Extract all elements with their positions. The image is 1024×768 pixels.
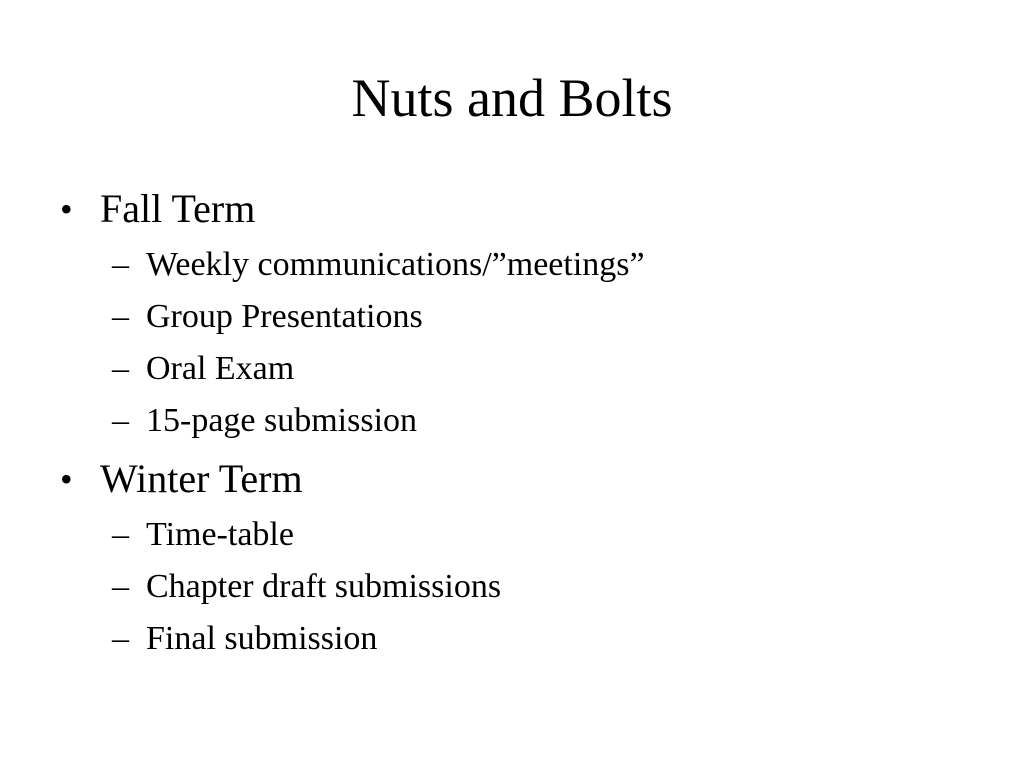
dash-icon: – [112,620,129,657]
dash-icon: – [112,516,129,553]
dash-icon: – [112,298,129,335]
list-item [112,515,294,555]
list-item-text: Chapter draft submissions [146,568,502,605]
section-heading-winter-term [60,455,303,503]
list-item [112,245,645,285]
list-item [112,619,377,659]
list-item-text: Group Presentations [146,298,423,335]
list-item-text: 15-page submission [146,402,418,439]
bullet-icon: • [60,459,73,499]
dash-icon: – [112,402,129,439]
dash-icon: – [112,568,129,605]
list-item-text: Final submission [146,620,378,657]
list-item [112,297,423,337]
list-item [112,567,501,607]
section-heading-label: Winter Term [100,456,303,501]
bullet-icon: • [60,189,73,229]
list-item-text: Oral Exam [146,350,295,387]
list-item [112,349,294,389]
list-item [112,401,417,441]
slide-title: Nuts and Bolts [351,68,673,128]
section-heading-fall-term [60,185,255,233]
dash-icon: – [112,350,129,387]
section-heading-label: Fall Term [100,186,256,231]
list-item-text: Weekly communications/”meetings” [146,246,645,283]
list-item-text: Time-table [146,516,294,553]
dash-icon: – [112,246,129,283]
